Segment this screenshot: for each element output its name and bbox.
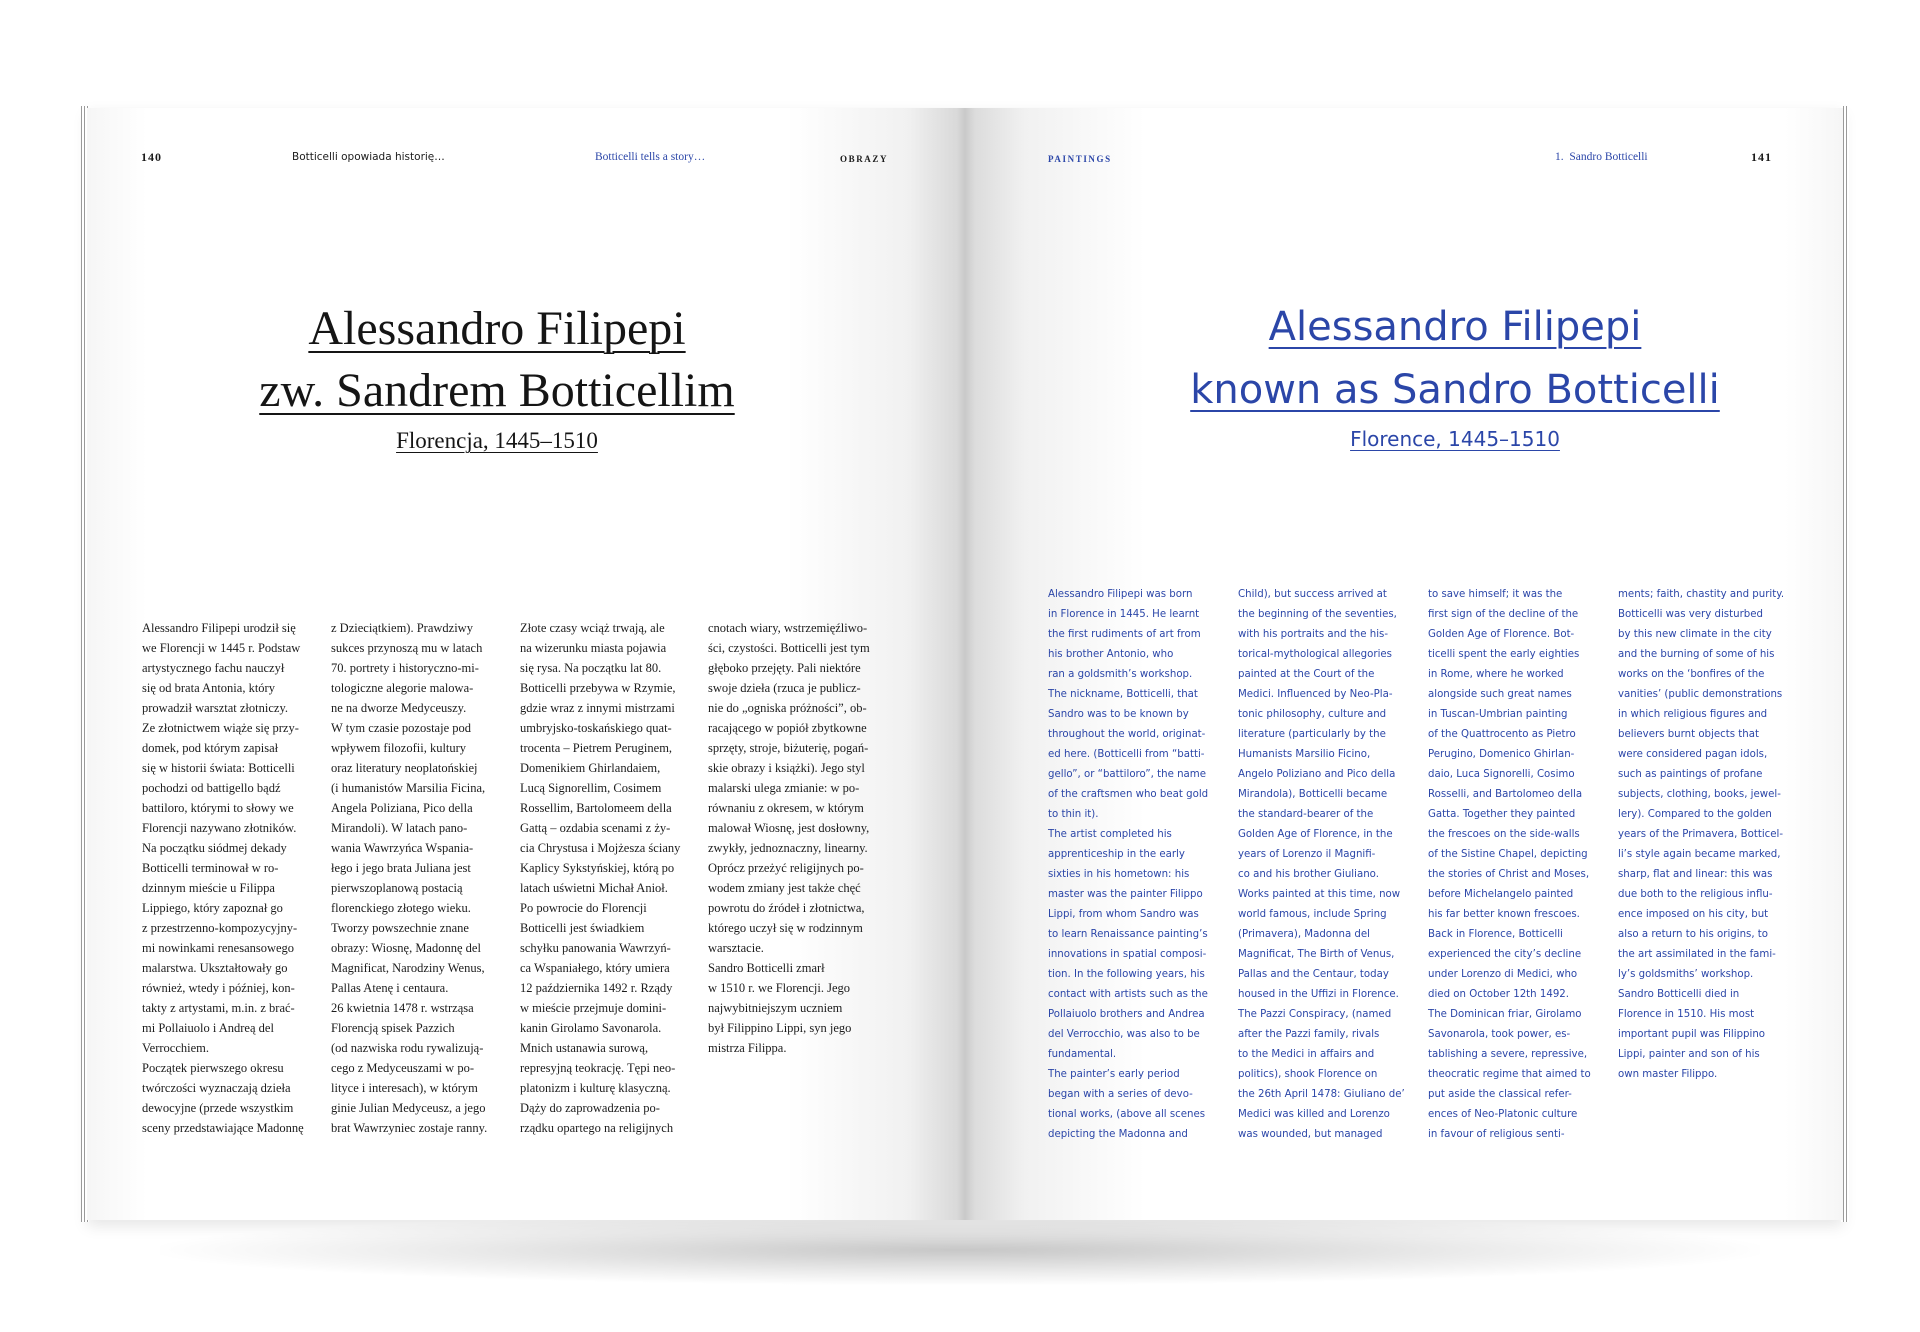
section-label-paintings: PAINTINGS bbox=[1048, 154, 1112, 164]
book-shadow bbox=[160, 1215, 1760, 1285]
running-header-chapter: 1. Sandro Botticelli bbox=[1555, 151, 1648, 163]
title-line-2: known as Sandro Botticelli bbox=[1190, 367, 1720, 413]
text-column-1: Alessandro Filipepi was born in Florence in 1445. He learnt the first rudiments of art from his brother Antonio, who ran a goldsmith’s workshop. The nickname, Botticelli, that Sandro was to be known by throughout the world, originat- ed here. (Botticelli from “batti- gello”, or “battiloro”, the name of the craftsmen who beat gold to thin it). The artist completed his apprenticeship in the early sixties in his hometown: his master was the painter Filippo Lippi, from whom Sandro was to learn Renaissance painting’s innovations in spatial composi- tion. In the following years, his contact with artists such as the Pollaiuolo brothers and Andrea del Verrocchio, was also to be fundamental. The painter’s early period began with a series of devo- tional works, (above all scenes depicting the Madonna and bbox=[1048, 589, 1209, 1140]
title-block-polish bbox=[147, 298, 847, 456]
text-column-3: Złote czasy wciąż trwają, ale na wizerunku miasta pojawia się rysa. Na początku lat 80. Botticelli przebywa w Rzymie, gdzie wraz z innymi mistrzami umbryjsko-toskańskiego quat- trocenta – Pietrem Peruginem, Domenikiem Ghirlandaiem, Lucą Signorellim, Cosimem Rossellim, Bartolomeem della Gattą – ozdabia scenami z ży- cia Chrystusa i Mojżesza ściany Kaplicy Sykstyńskiej, którą po latach uświetni Michał Anioł. Po powrocie do Florencji Botticelli jest świadkiem schyłku panowania Wawrzyń- ca Wspaniałego, który umiera 12 października 1492 r. Rządy w mieście przejmuje domini- kanin Girolamo Savonarola. Mnich ustanawia surową, represyjną teokrację. Tępi neo- platonizm i kulturę klasyczną. Dąży do zaprowadzenia po- rządku opartego na religijnych bbox=[520, 621, 681, 1135]
title-line-1: Alessandro Filipepi bbox=[1268, 304, 1642, 350]
text-column-3: to save himself; it was the first sign of the decline of the Golden Age of Florence. Bot- ticelli spent the early eighties in Rome, where he worked alongside such great names in Tuscan-Umbrian painting of the Quattrocento as Pietro Perugino, Domenico Ghirlan- daio, Luca Signorelli, Cosimo Rosselli, and Bartolomeo della Gatta. Together they painted the frescoes on the side-walls of the Sistine Chapel, depicting the stories of Christ and Moses, before Michelangelo painted his far better known frescoes. Back in Florence, Botticelli experienced the city’s decline under Lorenzo di Medici, who died on October 12th 1492. The Dominican friar, Girolamo Savonarola, took power, es- tablishing a severe, repressive, theocratic regime that aimed to put aside the classical refer- ences of Neo-Platonic culture in favour of religious senti- bbox=[1428, 589, 1591, 1140]
text-column-1: Alessandro Filipepi urodził się we Florencji w 1445 r. Podstaw artystycznego fachu nauczył się od brata Antonia, który prowadził warsztat złotniczy. Ze złotnictwem wiąże się przy- domek, pod którym zapisał się w historii świata: Botticelli pochodzi od battigello bądź battiloro, którymi to słowy we Florencji nazywano złotników. Na początku siódmej dekady Botticelli terminował w ro- dzinnym mieście u Filippa Lippiego, który zapoznał go z przestrzenno-kompozycyjny- mi nowinkami renesansowego malarstwa. Ukształtowały go również, wtedy i później, kon- takty z artystami, m.in. z brać- mi Pollaiuolo i Andreą del Verrocchiem. Początek pierwszego okresu twórczości wyznaczają dzieła dewocyjne (przede wszystkim sceny przedstawiające Madonnę bbox=[142, 621, 304, 1135]
title-subtitle: Florencja, 1445–1510 bbox=[396, 428, 598, 453]
running-header-polish: Botticelli opowiada historię… bbox=[292, 151, 445, 163]
text-column-4: cnotach wiary, wstrzemięźliwo- ści, czystości. Botticelli jest tym głęboko przejęty. Pali niektóre swoje dzieła (rzuca je publicz- nie do „ogniska próżności”, ob- racającego w popiół zbytkowne sprzęty, stroje, biżuterię, pogań- skie obrazy i książki). Jego styl malarski ulega zmianie: w po- równaniu z okresem, w którym malował Wiosnę, jest dosłowny, zwykły, jednoznaczny, linearny. Oprócz przeżyć religijnych po- wodem zmiany jest także chęć powrotu do źródeł i złotnictwa, którego uczył się w rodzinnym warsztacie. Sandro Botticelli zmarł w 1510 r. we Florencji. Jego najwybitniejszym uczniem był Filippino Lippi, syn jego mistrza Filippa. bbox=[708, 621, 870, 1055]
text-column-2: z Dzieciątkiem). Prawdziwy sukces przynoszą mu w latach 70. portrety i historyczno-mi- tologiczne alegorie malowa- ne na dworze Medyceuszy. W tym czasie pozostaje pod wpływem filozofii, kultury oraz literatury neoplatońskiej (i humanistów Marsilia Ficina, Angela Poliziana, Pico della Mirandoli). W latach pano- wania Wawrzyńca Wspania- łego i jego brata Juliana jest pierwszoplanową postacią florenckiego złotego wieku. Tworzy powszechnie znane obrazy: Wiosnę, Madonnę del Magnificat, Narodziny Wenus, Pallas Atenę i centaura. 26 kwietnia 1478 r. wstrząsa Florencją spisek Pazzich (od nazwiska rodu rywalizują- cego z Medyceuszami w po- lityce i interesach), w którym ginie Julian Medyceusz, a jego brat Wawrzyniec zostaje ranny. bbox=[331, 621, 488, 1135]
title-line-2: zw. Sandrem Botticellim bbox=[259, 364, 735, 417]
title-line-1: Alessandro Filipepi bbox=[308, 302, 686, 355]
page-number-right: 141 bbox=[1751, 150, 1772, 164]
left-page bbox=[87, 108, 965, 1220]
text-column-4: ments; faith, chastity and purity. Botticelli was very disturbed by this new climate in the city and the burning of some of his works on the ‘bonfires of the vanities’ (public demonstrations in which religious figures and believers burnt objects that were considered pagan idols, such as paintings of profane subjects, clothing, books, jewel- lery). Compared to the golden years of the Primavera, Botticel- li’s style again became marked, sharp, flat and linear: this was due both to the religious influ- ence imposed on his city, but also a return to his origins, to the art assimilated in the fami- ly’s goldsmiths’ workshop. Sandro Botticelli died in Florence in 1510. His most important pupil was Filippino Lippi, painter and son of his own master Filippo. bbox=[1618, 589, 1785, 1080]
right-page bbox=[965, 108, 1843, 1220]
title-block-english bbox=[1105, 296, 1805, 454]
text-column-2: Child), but success arrived at the beginning of the seventies, with his portraits and the his- torical-mythological allegories painted at the Court of the Medici. Influenced by Neo-Pla- tonic philosophy, culture and literature (particularly by the Humanists Marsilio Ficino, Angelo Poliziano and Pico della Mirandola), Botticelli became the standard-bearer of the Golden Age of Florence, in the years of Lorenzo il Magnifi- co and his brother Giuliano. Works painted at this time, now world famous, include Spring (Primavera), Madonna del Magnificat, The Birth of Venus, Pallas and the Centaur, today housed in the Uffizi in Florence. The Pazzi Conspiracy, (named after the Pazzi family, rivals to the Medici in affairs and politics), shook Florence on the 26th April 1478: Giuliano de’ Medici was killed and Lorenzo was wounded, but managed bbox=[1238, 589, 1405, 1140]
running-header-english: Botticelli tells a story… bbox=[595, 151, 706, 163]
title-subtitle: Florence, 1445–1510 bbox=[1350, 427, 1560, 451]
page-number-left: 140 bbox=[141, 150, 162, 164]
section-label-obrazy: OBRAZY bbox=[840, 154, 889, 164]
book-spread bbox=[87, 108, 1843, 1220]
